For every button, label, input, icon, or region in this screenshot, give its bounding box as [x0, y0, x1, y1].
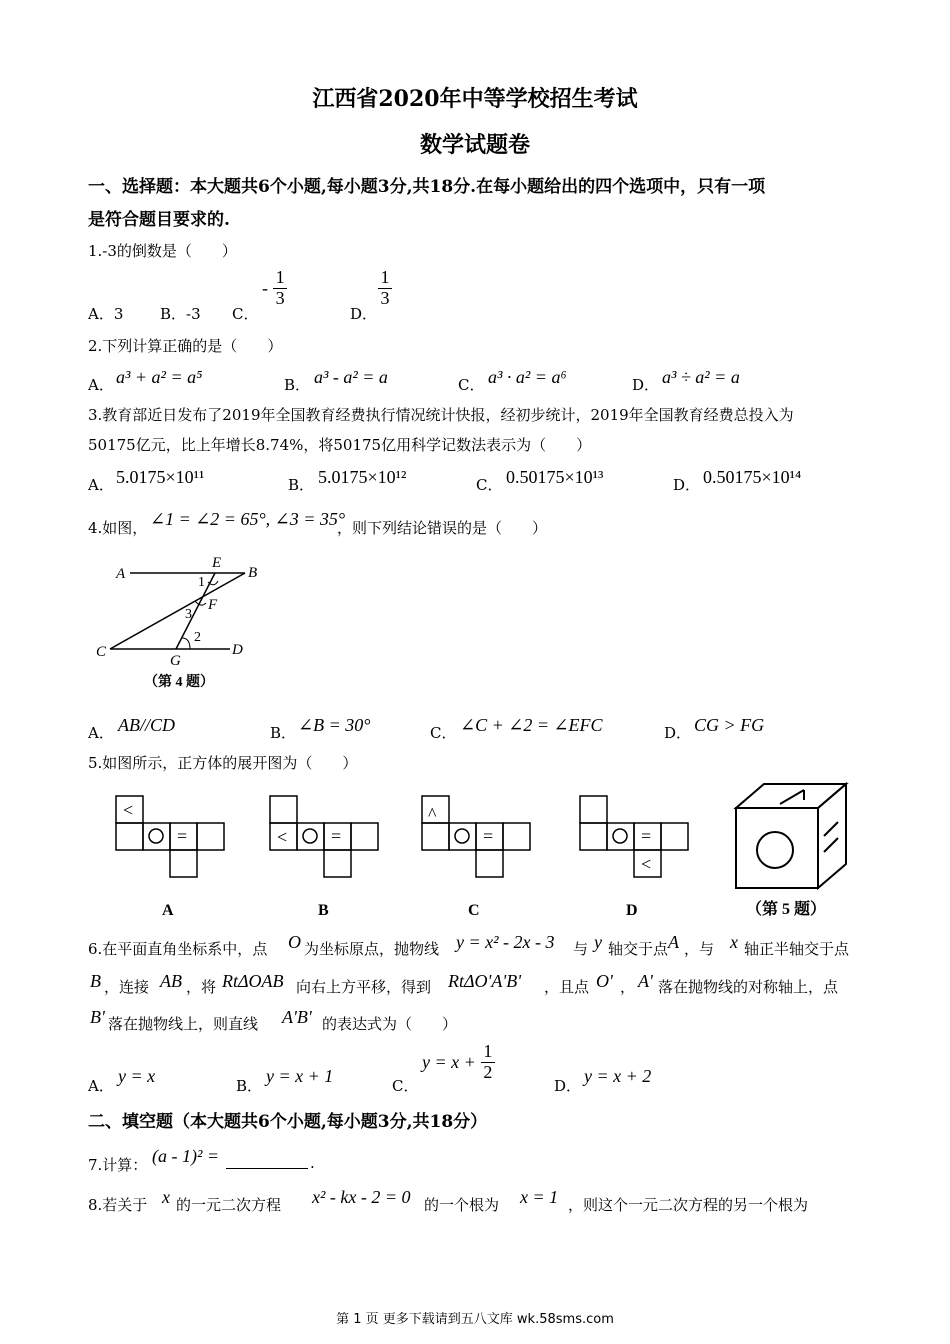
- q3-option-d-expr: 0.50175×10¹⁴: [703, 467, 802, 487]
- svg-text:<: <: [123, 800, 134, 820]
- q2-option-c-expr: a³ · a² = a⁶: [488, 367, 567, 387]
- svg-text:=: =: [641, 826, 652, 846]
- q2-option-b-label: B．: [284, 376, 311, 394]
- q4-point-a: A: [116, 566, 126, 582]
- q1-option-d-fraction: $\frac{1}{3}$: [378, 268, 392, 309]
- q1-stem: 1.-3的倒数是（ ）: [88, 242, 237, 260]
- q8-post: ，则这个一元二次方程的另一个根为: [568, 1196, 809, 1214]
- q4-point-g: G: [170, 653, 181, 669]
- q6-y-axis: y: [594, 932, 602, 952]
- q1-option-b: B．-3: [160, 305, 201, 323]
- svg-text:<: <: [277, 827, 288, 847]
- q6-option-b-expr: y = x + 1: [266, 1066, 334, 1086]
- q5-stem: 5.如图所示，正方体的展开图为（ ）: [88, 754, 358, 772]
- q2-option-d-label: D．: [632, 376, 660, 394]
- q7-answer-blank[interactable]: [226, 1154, 308, 1173]
- q4-caption: （第 4 题）: [144, 675, 214, 690]
- section1-heading-line1: 一、选择题：本大题共6个小题,每小题3分,共18分.在每小题给出的四个选项中，只有一项: [88, 177, 766, 197]
- q4-option-a-expr: AB//CD: [118, 715, 175, 735]
- q3-option-c-label: C．: [476, 476, 503, 494]
- q3-option-b-label: B．: [288, 476, 315, 494]
- svg-text:=: =: [331, 826, 342, 846]
- q6-option-b-label: B．: [236, 1077, 263, 1095]
- q6-line2-b: ，将: [186, 978, 217, 996]
- svg-text:^: ^: [428, 804, 437, 824]
- q2-option-d-expr: a³ ÷ a² = a: [662, 367, 740, 387]
- q6-line2-a: ，连接: [104, 978, 150, 996]
- q2-option-b-expr: a³ - a² = a: [314, 367, 388, 387]
- q1-option-d-label: D．: [350, 305, 378, 323]
- q6-line1-d: 轴交于点: [608, 940, 669, 958]
- q3-option-c-expr: 0.50175×10¹³: [506, 467, 604, 487]
- q8-pre: 8.若关于: [88, 1196, 148, 1214]
- q2-stem: 2.下列计算正确的是（ ）: [88, 337, 283, 355]
- exam-title: 江西省2020年中等学校招生考试: [312, 86, 638, 112]
- svg-text:=: =: [483, 826, 494, 846]
- q6-point-b: B: [90, 971, 101, 991]
- q6-triangle-translated: RtΔO'A'B': [448, 971, 522, 991]
- q6-segment-ab: AB: [160, 971, 182, 991]
- q1-option-a: A．3: [88, 305, 124, 323]
- q4-option-b-label: B．: [270, 724, 297, 742]
- q6-line1: 6.在平面直角坐标系中，点: [88, 940, 268, 958]
- q6-line2-e: ，: [620, 978, 636, 996]
- q6-x-axis: x: [730, 932, 738, 952]
- q5-net-c: [422, 796, 530, 919]
- q4-stem-math: ∠1 = ∠2 = 65°, ∠3 = 35°: [150, 509, 346, 529]
- exam-subtitle: 数学试题卷: [419, 132, 530, 158]
- q6-option-c-label: C．: [392, 1077, 419, 1095]
- q6-parabola: y = x² - 2x - 3: [456, 932, 555, 952]
- q6-line3-b: 的表达式为（ ）: [322, 1015, 458, 1033]
- svg-text:=: =: [177, 826, 188, 846]
- q5-cube: [736, 784, 846, 918]
- q8-mid2: 的一个根为: [424, 1196, 500, 1214]
- q6-point-o-prime: O': [596, 971, 613, 991]
- q7-post: .: [310, 1154, 315, 1172]
- q4-option-d-label: D．: [664, 724, 692, 742]
- q1-option-c-fraction: - $\frac{1}{3}$: [262, 268, 287, 309]
- q6-triangle: RtΔOAB: [222, 971, 284, 991]
- q6-option-a-label: A．: [88, 1077, 114, 1095]
- q3-stem-line2: 50175亿元，比上年增长8.74%，将50175亿用科学记数法表示为（ ）: [88, 436, 592, 454]
- q5-net-b: [270, 796, 378, 919]
- q4-angle-1: 1: [198, 575, 205, 590]
- q6-line1-f: 轴正半轴交于点: [744, 940, 850, 958]
- q6-point-o: O: [288, 932, 301, 952]
- q6-option-d-expr: y = x + 2: [584, 1066, 652, 1086]
- q6-line1-e: ，与: [684, 940, 715, 958]
- q3-stem-line1: 3.教育部近日发布了2019年全国教育经费执行情况统计快报，经初步统计，2019年全国教育经费总投入为: [88, 406, 794, 424]
- q5-net-a: [116, 796, 224, 919]
- q3-option-d-label: D．: [673, 476, 701, 494]
- q5-net-d: [580, 796, 688, 919]
- q8-equation: x² - kx - 2 = 0: [312, 1187, 411, 1207]
- q4-point-b: B: [248, 565, 258, 581]
- q8-root: x = 1: [520, 1187, 559, 1207]
- q6-line-ab-prime: A'B': [282, 1007, 312, 1027]
- q6-line2-f: 落在抛物线的对称轴上，点: [658, 978, 839, 996]
- q7-pre: 7.计算：: [88, 1156, 148, 1174]
- q4-option-c-expr: ∠C + ∠2 = ∠EFC: [460, 715, 603, 735]
- q4-point-e: E: [212, 555, 222, 571]
- q4-angle-2: 2: [194, 630, 201, 645]
- svg-text:A: A: [162, 902, 174, 919]
- q6-line1-c: 与: [573, 940, 589, 958]
- section1-heading-line2: 是符合题目要求的.: [88, 210, 230, 230]
- q6-option-d-label: D．: [554, 1077, 582, 1095]
- svg-text:B: B: [318, 902, 329, 919]
- q4-stem-pre: 4.如图，: [88, 519, 148, 537]
- q6-point-b-prime: B': [90, 1007, 105, 1027]
- q4-option-d-expr: CG > FG: [694, 715, 765, 735]
- q6-line3-a: 落在抛物线上，则直线: [108, 1015, 259, 1033]
- q4-option-c-label: C．: [430, 724, 457, 742]
- q6-option-a-expr: y = x: [118, 1066, 156, 1086]
- svg-text:C: C: [468, 902, 480, 919]
- q8-var-x: x: [162, 1187, 170, 1207]
- q6-line2-c: 向右上方平移，得到: [296, 978, 432, 996]
- page-footer: 第 1 页 更多下载请到五八文库 wk.58sms.com: [336, 1312, 614, 1327]
- q4-point-f: F: [208, 597, 218, 613]
- q4-angle-3: 3: [185, 607, 192, 622]
- q4-figure: [90, 552, 270, 692]
- svg-text:D: D: [626, 902, 638, 919]
- q7-expr: (a - 1)² =: [152, 1146, 220, 1166]
- q4-point-d: D: [232, 642, 243, 658]
- q2-option-c-label: C．: [458, 376, 485, 394]
- q1-option-c-label: C．: [232, 305, 259, 323]
- q6-line2-d: ，且点: [544, 978, 590, 996]
- svg-text:（第 5 题）: （第 5 题）: [746, 901, 827, 918]
- q2-option-a-label: A．: [88, 376, 114, 394]
- q3-option-a-label: A．: [88, 476, 114, 494]
- q6-point-a-prime: A': [638, 971, 653, 991]
- q4-point-c: C: [96, 644, 107, 660]
- q8-mid1: 的一元二次方程: [176, 1196, 282, 1214]
- q4-option-a-label: A．: [88, 724, 114, 742]
- q5-figure: [100, 782, 880, 924]
- q2-option-a-expr: a³ + a² = a⁵: [116, 367, 203, 387]
- q6-point-a: A: [668, 932, 679, 952]
- svg-text:<: <: [641, 854, 652, 874]
- q4-stem-post: ，则下列结论错误的是（ ）: [337, 519, 548, 537]
- q3-option-a-expr: 5.0175×10¹¹: [116, 467, 205, 487]
- q3-option-b-expr: 5.0175×10¹²: [318, 467, 407, 487]
- q4-option-b-expr: ∠B = 30°: [298, 715, 371, 735]
- q6-option-c-expr: y = x + $\frac{1}{2}$: [422, 1042, 495, 1083]
- q6-line1-b: 为坐标原点，抛物线: [304, 940, 440, 958]
- section2-heading: 二、填空题（本大题共6个小题,每小题3分,共18分）: [88, 1112, 488, 1132]
